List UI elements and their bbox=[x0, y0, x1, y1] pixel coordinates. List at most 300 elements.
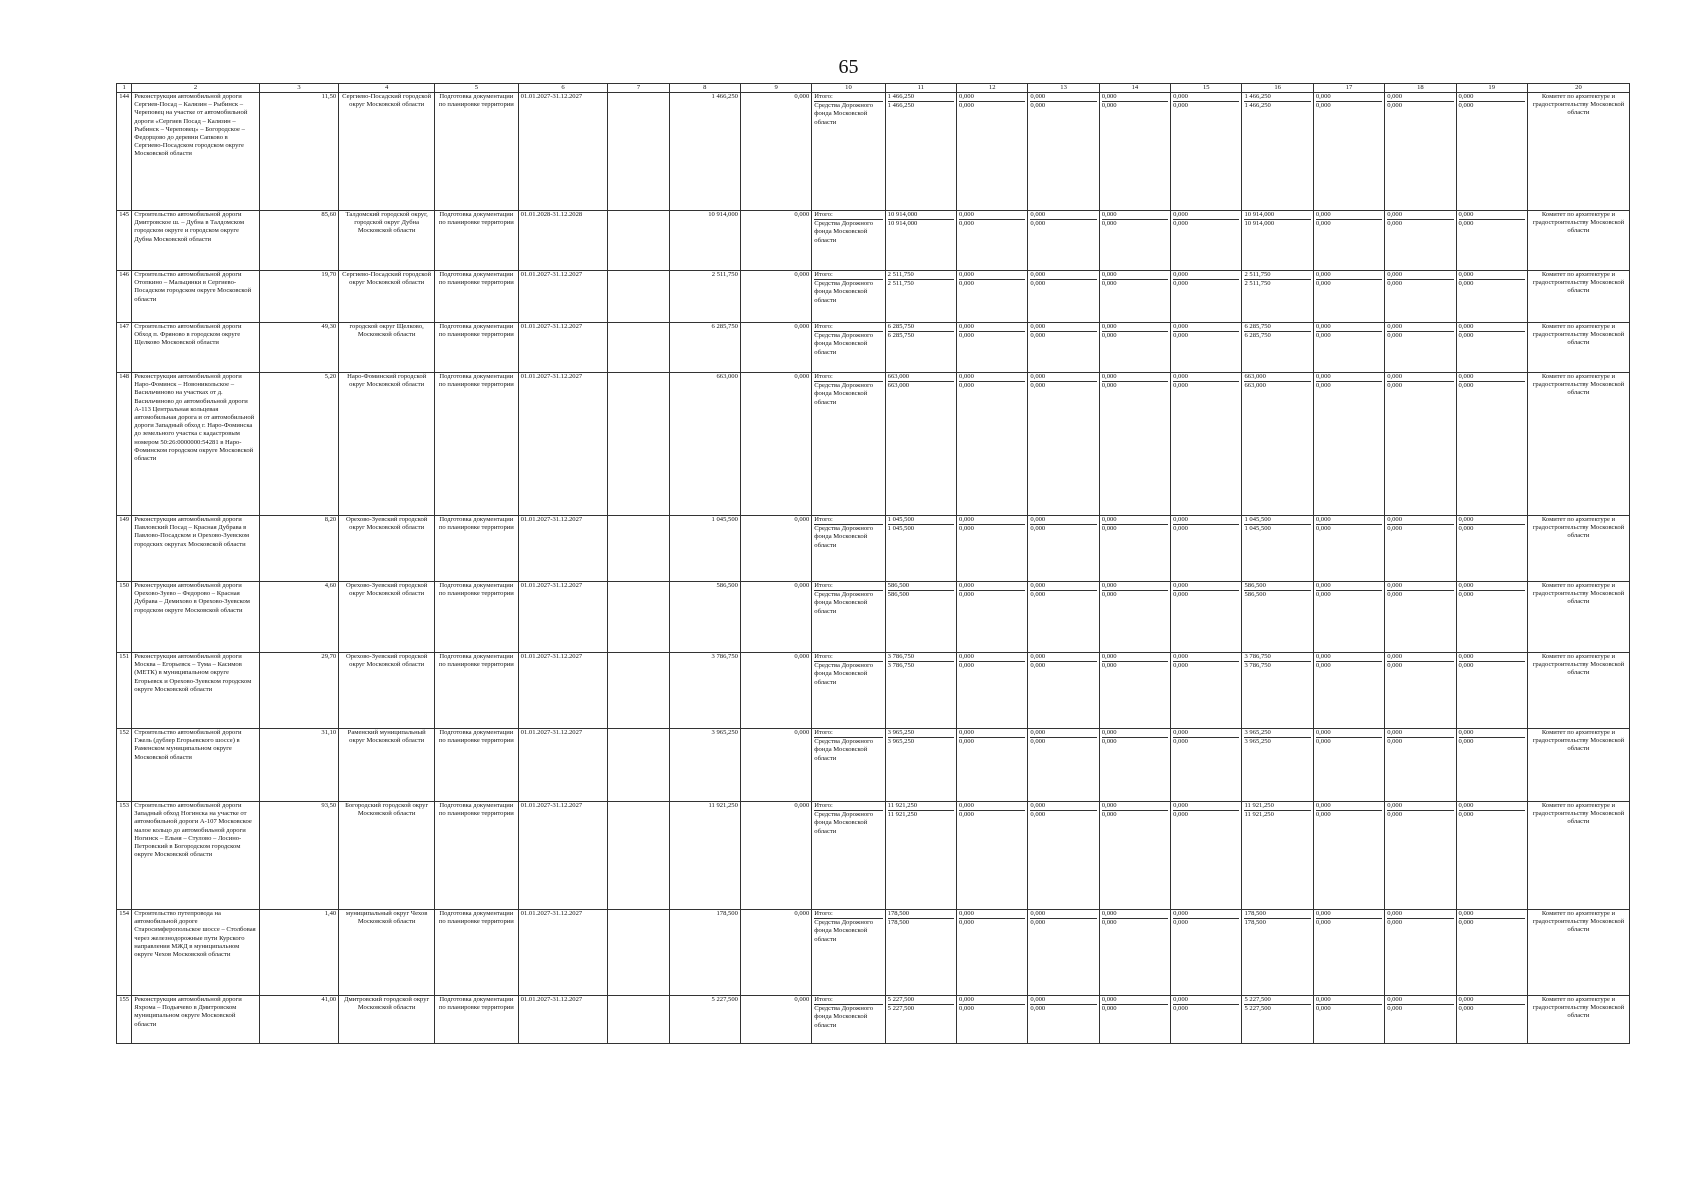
funding-total-label: Итого: bbox=[814, 910, 882, 919]
amount-total: 0,000 bbox=[1030, 373, 1096, 382]
total-cost: 1 045,500 bbox=[669, 516, 740, 582]
amount-v16 bbox=[1242, 802, 1313, 910]
amount-v19 bbox=[1456, 910, 1527, 996]
amount-total: 0,000 bbox=[1030, 271, 1096, 280]
amount-total: 0,000 bbox=[1030, 93, 1096, 102]
funding-source-label: Средства Дорожного фонда Московской области bbox=[814, 382, 874, 406]
amount-total: 0,000 bbox=[959, 323, 1025, 332]
amount-v18 bbox=[1385, 996, 1456, 1044]
amount-source: 0,000 bbox=[1458, 332, 1474, 340]
row-number: 144 bbox=[117, 93, 132, 211]
row-number: 146 bbox=[117, 271, 132, 323]
amount-total: 0,000 bbox=[1173, 996, 1239, 1005]
location: Орехово-Зуевский городской округ Московской области bbox=[339, 653, 435, 729]
page-number: 65 bbox=[838, 56, 859, 78]
amount-total: 0,000 bbox=[1102, 653, 1168, 662]
amount-total: 0,000 bbox=[1387, 582, 1453, 591]
column-number-8: 8 bbox=[669, 84, 740, 93]
period: 01.01.2028-31.12.2028 bbox=[518, 211, 608, 271]
amount-v16 bbox=[1242, 211, 1313, 271]
funding-source bbox=[812, 802, 885, 910]
responsible-body: Комитет по архитектуре и градостроительству Московской области bbox=[1527, 996, 1629, 1044]
amount-v11 bbox=[885, 653, 956, 729]
object-name: Строительство автомобильной дороги Дмитровское ш. – Дубна в Талдомском городском округе и городском округе Дубна Московской области bbox=[132, 211, 259, 271]
amount-total: 0,000 bbox=[1459, 996, 1525, 1005]
amount-v18 bbox=[1385, 802, 1456, 910]
funding-source bbox=[812, 373, 885, 516]
work-stage: Подготовка документации по планировке территории bbox=[435, 516, 519, 582]
amount-v16 bbox=[1242, 910, 1313, 996]
amount-total: 0,000 bbox=[1387, 211, 1453, 220]
amount-total: 663,000 bbox=[1244, 373, 1310, 382]
amount-source: 0,000 bbox=[1387, 738, 1403, 746]
amount-source: 0,000 bbox=[1101, 1005, 1117, 1013]
work-stage: Подготовка документации по планировке территории bbox=[435, 323, 519, 373]
length-km: 5,20 bbox=[259, 373, 339, 516]
amount-source: 178,500 bbox=[1244, 919, 1266, 927]
object-name: Строительство автомобильной дороги Отопкино – Мальцинки в Сергиево-Посадском городском округе Московской области bbox=[132, 271, 259, 323]
funding-source bbox=[812, 996, 885, 1044]
amount-source: 0,000 bbox=[1101, 332, 1117, 340]
column-9: 0,000 bbox=[740, 582, 811, 653]
amount-total: 0,000 bbox=[1102, 211, 1168, 220]
amount-v18 bbox=[1385, 373, 1456, 516]
total-cost: 11 921,250 bbox=[669, 802, 740, 910]
amount-source: 0,000 bbox=[959, 220, 974, 228]
work-stage: Подготовка документации по планировке территории bbox=[435, 582, 519, 653]
amount-total: 0,000 bbox=[1316, 323, 1382, 332]
column-9: 0,000 bbox=[740, 211, 811, 271]
column-9: 0,000 bbox=[740, 910, 811, 996]
amount-v15 bbox=[1171, 93, 1242, 211]
amount-source: 0,000 bbox=[1030, 382, 1046, 390]
column-number-19: 19 bbox=[1456, 84, 1527, 93]
amount-v14 bbox=[1099, 802, 1170, 910]
amount-v15 bbox=[1171, 802, 1242, 910]
column-number-13: 13 bbox=[1028, 84, 1099, 93]
amount-source: 0,000 bbox=[959, 919, 974, 927]
amount-total: 0,000 bbox=[959, 93, 1025, 102]
amount-total: 0,000 bbox=[1030, 729, 1096, 738]
amount-source: 0,000 bbox=[959, 102, 974, 110]
amount-source: 0,000 bbox=[1387, 662, 1403, 670]
length-km: 93,50 bbox=[259, 802, 339, 910]
amount-v18 bbox=[1385, 582, 1456, 653]
total-cost: 10 914,000 bbox=[669, 211, 740, 271]
amount-v14 bbox=[1099, 910, 1170, 996]
period: 01.01.2027-31.12.2027 bbox=[518, 582, 608, 653]
amount-total: 0,000 bbox=[1102, 323, 1168, 332]
amount-total: 0,000 bbox=[1173, 93, 1239, 102]
amount-v16 bbox=[1242, 516, 1313, 582]
amount-source: 3 965,250 bbox=[887, 738, 915, 746]
amount-v17 bbox=[1313, 211, 1384, 271]
amount-source: 0,000 bbox=[959, 591, 974, 599]
table-row bbox=[117, 323, 1630, 373]
total-cost: 5 227,500 bbox=[669, 996, 740, 1044]
column-number-12: 12 bbox=[957, 84, 1028, 93]
amount-total: 0,000 bbox=[1316, 996, 1382, 1005]
amount-v17 bbox=[1313, 996, 1384, 1044]
row-number: 151 bbox=[117, 653, 132, 729]
amount-source: 5 227,500 bbox=[1244, 1005, 1271, 1013]
amount-v13 bbox=[1028, 271, 1099, 323]
amount-total: 663,000 bbox=[888, 373, 954, 382]
amount-v16 bbox=[1242, 373, 1313, 516]
column-7 bbox=[608, 910, 669, 996]
amount-v19 bbox=[1456, 93, 1527, 211]
object-name: Строительство автомобильной дороги Обход п. Фряново в городском округе Щелково Московской области bbox=[132, 323, 259, 373]
amount-source: 0,000 bbox=[959, 382, 974, 390]
amount-total: 0,000 bbox=[1459, 516, 1525, 525]
amount-v14 bbox=[1099, 516, 1170, 582]
column-number-10: 10 bbox=[812, 84, 885, 93]
work-stage: Подготовка документации по планировке территории bbox=[435, 211, 519, 271]
table-row bbox=[117, 802, 1630, 910]
amount-v16 bbox=[1242, 93, 1313, 211]
amount-v12 bbox=[957, 582, 1028, 653]
location: Орехово-Зуевский городской округ Московской области bbox=[339, 516, 435, 582]
object-name: Реконструкция автомобильной дороги Наро-Фоминск – Новоникольское – Васильчиново на участках от д. Васильчиново до автомобильной дороги А-113 Центральная кольцевая автомобильная дорога и от автомобильной дороги Западный обход г. Наро-Фоминска до земельного участка с кадастровым номером 50:26:0000000:54281 в Наро-Фоминском городском округе Московской области bbox=[132, 373, 259, 516]
amount-total: 0,000 bbox=[1387, 516, 1453, 525]
amount-total: 0,000 bbox=[1316, 729, 1382, 738]
amount-v17 bbox=[1313, 910, 1384, 996]
amount-total: 0,000 bbox=[959, 996, 1025, 1005]
amount-total: 0,000 bbox=[1459, 323, 1525, 332]
amount-source: 0,000 bbox=[959, 662, 974, 670]
total-cost: 178,500 bbox=[669, 910, 740, 996]
amount-source: 0,000 bbox=[1315, 102, 1331, 110]
amount-total: 178,500 bbox=[888, 910, 954, 919]
amount-total: 0,000 bbox=[1102, 802, 1168, 811]
amount-v11 bbox=[885, 996, 956, 1044]
amount-v19 bbox=[1456, 653, 1527, 729]
amount-v19 bbox=[1456, 729, 1527, 802]
amount-v13 bbox=[1028, 323, 1099, 373]
amount-v15 bbox=[1171, 582, 1242, 653]
column-9: 0,000 bbox=[740, 323, 811, 373]
length-km: 1,40 bbox=[259, 910, 339, 996]
row-number: 150 bbox=[117, 582, 132, 653]
column-7 bbox=[608, 373, 669, 516]
row-number: 152 bbox=[117, 729, 132, 802]
location: Наро-Фоминский городской округ Московской области bbox=[339, 373, 435, 516]
amount-v15 bbox=[1171, 271, 1242, 323]
amount-source: 3 786,750 bbox=[1244, 662, 1271, 670]
amount-total: 0,000 bbox=[1030, 516, 1096, 525]
amount-v13 bbox=[1028, 516, 1099, 582]
amount-v12 bbox=[957, 729, 1028, 802]
amount-source: 0,000 bbox=[1315, 662, 1331, 670]
object-name: Реконструкция автомобильной дороги Москва – Егорьевск – Тума – Касимов (МЕТК) в муниципальном округе Егорьевск и Орехово-Зуевском городском округе Московской области bbox=[132, 653, 259, 729]
amount-source: 0,000 bbox=[1458, 280, 1474, 288]
amount-total: 0,000 bbox=[1387, 323, 1453, 332]
amount-v18 bbox=[1385, 323, 1456, 373]
amount-total: 0,000 bbox=[1030, 802, 1096, 811]
amount-source: 0,000 bbox=[1173, 382, 1188, 390]
amount-total: 5 227,500 bbox=[1244, 996, 1310, 1005]
work-stage: Подготовка документации по планировке территории bbox=[435, 653, 519, 729]
period: 01.01.2027-31.12.2027 bbox=[518, 653, 608, 729]
amount-total: 586,500 bbox=[888, 582, 954, 591]
amount-v19 bbox=[1456, 373, 1527, 516]
row-number: 147 bbox=[117, 323, 132, 373]
amount-source: 0,000 bbox=[1101, 811, 1117, 819]
amount-v11 bbox=[885, 373, 956, 516]
amount-total: 0,000 bbox=[1173, 653, 1239, 662]
amount-total: 0,000 bbox=[1387, 910, 1453, 919]
location: муниципальный округ Чехов Московской области bbox=[339, 910, 435, 996]
amount-source: 1 045,500 bbox=[887, 525, 915, 533]
column-7 bbox=[608, 729, 669, 802]
amount-source: 586,500 bbox=[887, 591, 910, 599]
column-number-16: 16 bbox=[1242, 84, 1313, 93]
amount-total: 0,000 bbox=[1102, 910, 1168, 919]
amount-total: 0,000 bbox=[1173, 802, 1239, 811]
amount-source: 0,000 bbox=[1315, 280, 1331, 288]
amount-v13 bbox=[1028, 802, 1099, 910]
amount-total: 0,000 bbox=[1173, 323, 1239, 332]
amount-source: 0,000 bbox=[1458, 591, 1474, 599]
amount-v16 bbox=[1242, 996, 1313, 1044]
table-row bbox=[117, 373, 1630, 516]
amount-total: 1 045,500 bbox=[888, 516, 954, 525]
amount-source: 0,000 bbox=[1101, 220, 1117, 228]
table-row bbox=[117, 271, 1630, 323]
work-stage: Подготовка документации по планировке территории bbox=[435, 93, 519, 211]
amount-v14 bbox=[1099, 653, 1170, 729]
amount-v19 bbox=[1456, 516, 1527, 582]
amount-v16 bbox=[1242, 323, 1313, 373]
amount-total: 0,000 bbox=[1173, 211, 1239, 220]
amount-total: 0,000 bbox=[1173, 910, 1239, 919]
column-number-18: 18 bbox=[1385, 84, 1456, 93]
amount-source: 1 045,500 bbox=[1244, 525, 1271, 533]
funding-total-label: Итого: bbox=[814, 93, 882, 102]
amount-total: 0,000 bbox=[959, 271, 1025, 280]
funding-source-label: Средства Дорожного фонда Московской области bbox=[814, 332, 874, 356]
amount-v15 bbox=[1171, 653, 1242, 729]
amount-total: 10 914,000 bbox=[1244, 211, 1310, 220]
amount-v17 bbox=[1313, 582, 1384, 653]
work-stage: Подготовка документации по планировке территории bbox=[435, 996, 519, 1044]
amount-source: 0,000 bbox=[1101, 738, 1117, 746]
amount-source: 0,000 bbox=[1030, 525, 1046, 533]
amount-v15 bbox=[1171, 373, 1242, 516]
funding-total-label: Итого: bbox=[814, 373, 882, 382]
amount-v11 bbox=[885, 323, 956, 373]
amount-source: 0,000 bbox=[1387, 332, 1403, 340]
period: 01.01.2027-31.12.2027 bbox=[518, 910, 608, 996]
column-number-3: 3 bbox=[259, 84, 339, 93]
amount-source: 0,000 bbox=[1101, 102, 1117, 110]
amount-source: 0,000 bbox=[1315, 591, 1331, 599]
amount-v16 bbox=[1242, 271, 1313, 323]
amount-total: 2 511,750 bbox=[1244, 271, 1310, 280]
amount-source: 10 914,000 bbox=[887, 220, 918, 228]
responsible-body: Комитет по архитектуре и градостроительству Московской области bbox=[1527, 729, 1629, 802]
amount-v11 bbox=[885, 211, 956, 271]
amount-v12 bbox=[957, 653, 1028, 729]
period: 01.01.2027-31.12.2027 bbox=[518, 271, 608, 323]
amount-source: 0,000 bbox=[1315, 919, 1331, 927]
amount-v17 bbox=[1313, 729, 1384, 802]
amount-total: 0,000 bbox=[959, 211, 1025, 220]
amount-source: 0,000 bbox=[1101, 382, 1117, 390]
amount-total: 0,000 bbox=[1102, 516, 1168, 525]
amount-v11 bbox=[885, 802, 956, 910]
amount-total: 0,000 bbox=[1173, 516, 1239, 525]
total-cost: 586,500 bbox=[669, 582, 740, 653]
amount-source: 0,000 bbox=[1315, 738, 1331, 746]
amount-total: 0,000 bbox=[1102, 93, 1168, 102]
funding-total-label: Итого: bbox=[814, 271, 882, 280]
funding-source-label: Средства Дорожного фонда Московской области bbox=[814, 591, 874, 615]
amount-source: 0,000 bbox=[1101, 280, 1117, 288]
total-cost: 6 285,750 bbox=[669, 323, 740, 373]
amount-source: 0,000 bbox=[1458, 525, 1474, 533]
amount-v14 bbox=[1099, 323, 1170, 373]
amount-source: 0,000 bbox=[1173, 811, 1188, 819]
amount-source: 0,000 bbox=[1458, 662, 1474, 670]
amount-source: 0,000 bbox=[1387, 811, 1403, 819]
table-row bbox=[117, 516, 1630, 582]
amount-source: 0,000 bbox=[959, 280, 974, 288]
amount-v17 bbox=[1313, 653, 1384, 729]
amount-v14 bbox=[1099, 373, 1170, 516]
amount-total: 0,000 bbox=[1102, 729, 1168, 738]
amount-total: 0,000 bbox=[1387, 653, 1453, 662]
amount-v14 bbox=[1099, 211, 1170, 271]
amount-v12 bbox=[957, 373, 1028, 516]
location: Орехово-Зуевский городской округ Московской области bbox=[339, 582, 435, 653]
column-number-5: 5 bbox=[435, 84, 519, 93]
total-cost: 663,000 bbox=[669, 373, 740, 516]
amount-v11 bbox=[885, 93, 956, 211]
funding-source bbox=[812, 211, 885, 271]
funding-source bbox=[812, 910, 885, 996]
amount-v18 bbox=[1385, 729, 1456, 802]
table-row bbox=[117, 910, 1630, 996]
amount-total: 3 965,250 bbox=[1244, 729, 1310, 738]
amount-total: 0,000 bbox=[1387, 373, 1453, 382]
amount-v14 bbox=[1099, 93, 1170, 211]
responsible-body: Комитет по архитектуре и градостроительству Московской области bbox=[1527, 271, 1629, 323]
amount-total: 0,000 bbox=[1316, 373, 1382, 382]
amount-source: 0,000 bbox=[1458, 738, 1474, 746]
column-7 bbox=[608, 93, 669, 211]
row-number: 149 bbox=[117, 516, 132, 582]
length-km: 49,30 bbox=[259, 323, 339, 373]
funding-source-label: Средства Дорожного фонда Московской области bbox=[814, 525, 874, 549]
funding-source-label: Средства Дорожного фонда Московской области bbox=[814, 220, 874, 244]
amount-source: 663,000 bbox=[887, 382, 910, 390]
amount-source: 0,000 bbox=[1458, 382, 1474, 390]
amount-source: 5 227,500 bbox=[887, 1005, 915, 1013]
amount-source: 0,000 bbox=[1030, 662, 1046, 670]
amount-total: 0,000 bbox=[1459, 93, 1525, 102]
amount-total: 0,000 bbox=[1316, 271, 1382, 280]
funding-source-label: Средства Дорожного фонда Московской области bbox=[814, 280, 874, 304]
amount-v15 bbox=[1171, 323, 1242, 373]
amount-total: 0,000 bbox=[959, 729, 1025, 738]
amount-total: 0,000 bbox=[1030, 653, 1096, 662]
column-number-9: 9 bbox=[740, 84, 811, 93]
amount-source: 0,000 bbox=[1101, 919, 1117, 927]
amount-total: 0,000 bbox=[1030, 996, 1096, 1005]
amount-v14 bbox=[1099, 271, 1170, 323]
amount-total: 0,000 bbox=[1459, 582, 1525, 591]
amount-v11 bbox=[885, 729, 956, 802]
amount-source: 6 285,750 bbox=[887, 332, 915, 340]
amount-v16 bbox=[1242, 653, 1313, 729]
amount-total: 3 786,750 bbox=[1244, 653, 1310, 662]
amount-source: 0,000 bbox=[1458, 1005, 1474, 1013]
amount-v16 bbox=[1242, 729, 1313, 802]
column-number-17: 17 bbox=[1313, 84, 1384, 93]
amount-v17 bbox=[1313, 271, 1384, 323]
amount-v11 bbox=[885, 910, 956, 996]
row-number: 153 bbox=[117, 802, 132, 910]
period: 01.01.2027-31.12.2027 bbox=[518, 373, 608, 516]
funding-total-label: Итого: bbox=[814, 323, 882, 332]
amount-source: 0,000 bbox=[1173, 102, 1188, 110]
funding-source-label: Средства Дорожного фонда Московской области bbox=[814, 662, 874, 686]
amount-source: 0,000 bbox=[1173, 738, 1188, 746]
funding-source bbox=[812, 271, 885, 323]
amount-source: 0,000 bbox=[1387, 919, 1403, 927]
funding-total-label: Итого: bbox=[814, 211, 882, 220]
amount-source: 0,000 bbox=[1101, 662, 1117, 670]
location: городской округ Щелково, Московской области bbox=[339, 323, 435, 373]
object-name: Строительство автомобильной дороги Западный обход Ногинска на участке от автомобильной дороги А-107 Московское малое кольцо до автомобильной дороги Ногинск – Ельня – Стулово – Лосино-Петровский в Богородском городском округе Московской области bbox=[132, 802, 259, 910]
amount-total: 0,000 bbox=[1387, 729, 1453, 738]
amount-total: 0,000 bbox=[1102, 996, 1168, 1005]
amount-v14 bbox=[1099, 729, 1170, 802]
amount-source: 0,000 bbox=[1387, 1005, 1403, 1013]
funding-total-label: Итого: bbox=[814, 582, 882, 591]
column-7 bbox=[608, 271, 669, 323]
amount-source: 0,000 bbox=[1173, 1005, 1188, 1013]
amount-source: 10 914,000 bbox=[1244, 220, 1275, 228]
amount-v13 bbox=[1028, 582, 1099, 653]
funding-total-label: Итого: bbox=[814, 729, 882, 738]
column-7 bbox=[608, 802, 669, 910]
object-name: Реконструкция автомобильной дороги Орехово-Зуево – Федорово – Красная Дубрава – Демихово в Орехово-Зуевском городском округе Московской области bbox=[132, 582, 259, 653]
work-stage: Подготовка документации по планировке территории bbox=[435, 373, 519, 516]
amount-v18 bbox=[1385, 516, 1456, 582]
location: Раменский муниципальный округ Московской области bbox=[339, 729, 435, 802]
funding-source bbox=[812, 93, 885, 211]
amount-v19 bbox=[1456, 271, 1527, 323]
column-9: 0,000 bbox=[740, 93, 811, 211]
amount-source: 0,000 bbox=[1173, 525, 1188, 533]
column-9: 0,000 bbox=[740, 729, 811, 802]
amount-total: 0,000 bbox=[1459, 271, 1525, 280]
amount-total: 0,000 bbox=[1316, 516, 1382, 525]
amount-source: 0,000 bbox=[1030, 280, 1046, 288]
amount-source: 0,000 bbox=[1387, 280, 1403, 288]
amount-source: 0,000 bbox=[1030, 738, 1046, 746]
column-7 bbox=[608, 653, 669, 729]
total-cost: 3 786,750 bbox=[669, 653, 740, 729]
work-stage: Подготовка документации по планировке территории bbox=[435, 910, 519, 996]
amount-total: 0,000 bbox=[959, 516, 1025, 525]
period: 01.01.2027-31.12.2027 bbox=[518, 93, 608, 211]
funding-total-label: Итого: bbox=[814, 802, 882, 811]
amount-source: 0,000 bbox=[1315, 220, 1331, 228]
object-name: Реконструкция автомобильной дороги Яхрома – Подьячево в Дмитровском муниципальном округе Московской области bbox=[132, 996, 259, 1044]
